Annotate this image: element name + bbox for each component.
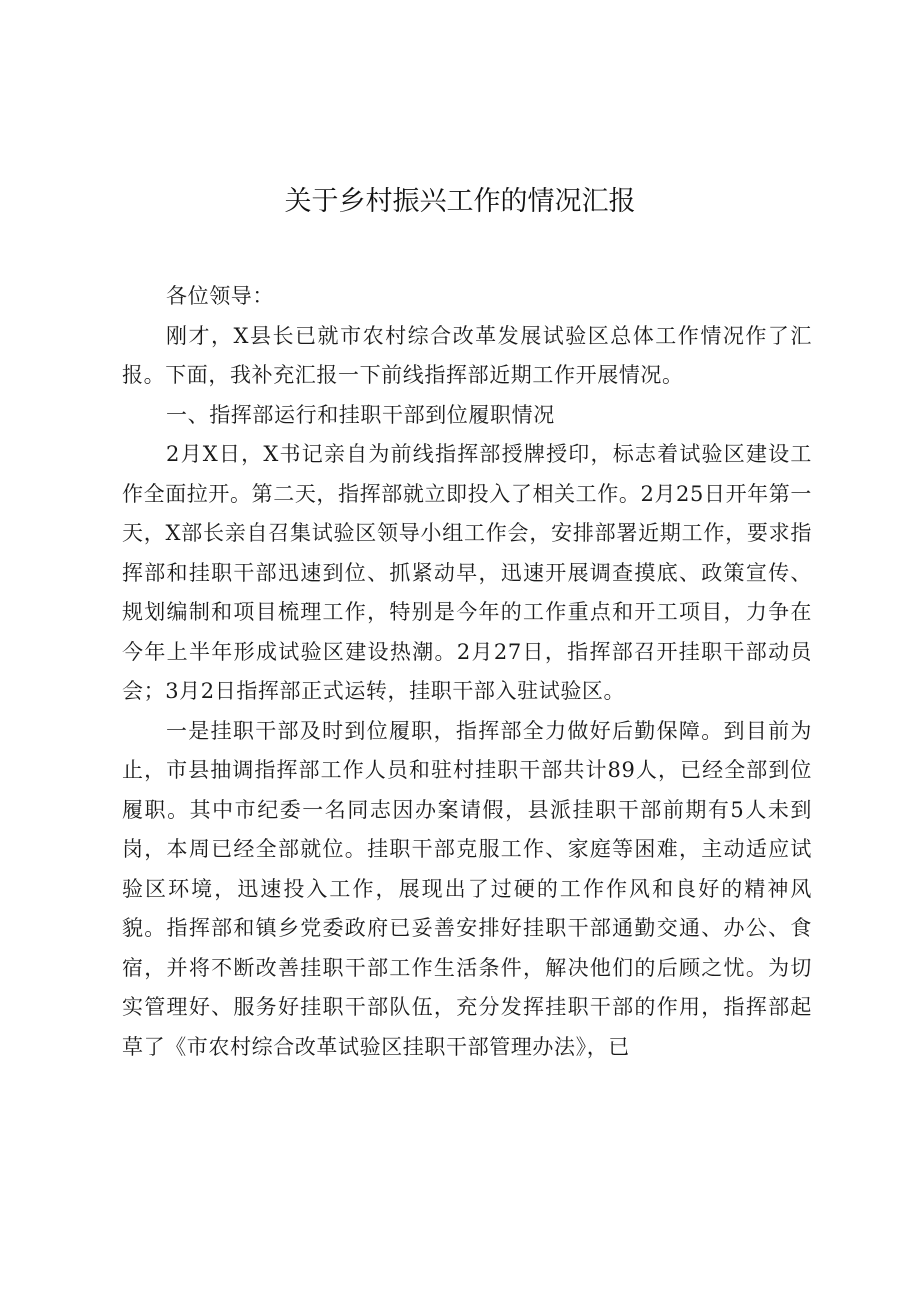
document-body xyxy=(122,277,812,1067)
salutation: 各位领导： xyxy=(166,284,274,308)
paragraph-opening: 刚才，X县长已就市农村综合改革发展试验区总体工作情况作了汇报。下面，我补充汇报一下前线指挥部近期工作开展情况。 xyxy=(122,323,812,387)
section-heading: 一、指挥部运行和挂职干部到位履职情况 xyxy=(166,402,555,427)
paragraph-timeline: 2月X日，X书记亲自为前线指挥部授牌授印，标志着试验区建设工作全面拉开。第二天，指挥部就立即投入了相关工作。2月25日开年第一天，X部长亲自召集试验区领导小组工作会，安排部署近期工作，要求指挥部和挂职干部迅速到位、抓紧动早，迅速开展调查摸底、政策宣传、规划编制和项目梳理工作，特别是今年的工作重点和开工项目，力争在今年上半年形成试验区建设热潮。2月27日，指挥部召开挂职干部动员会；3月2日指挥部正式运转，挂职干部入驻试验区。 xyxy=(122,442,812,703)
document-title: 关于乡村振兴工作的情况汇报 xyxy=(284,186,636,217)
paragraph-staffing: 一是挂职干部及时到位履职，指挥部全力做好后勤保障。到目前为止，市县抽调指挥部工作人员和驻村挂职干部共计89人，已经全部到位履职。其中市纪委一名同志因办案请假，县派挂职干部前期有5人未到岗，本周已经全部就位。挂职干部克服工作、家庭等困难，主动适应试验区环境，迅速投入工作，展现出了过硬的工作作风和良好的精神风貌。指挥部和镇乡党委政府已妥善安排好挂职干部通勤交通、办公、食宿，并将不断改善挂职干部工作生活条件，解决他们的后顾之忧。为切实管理好、服务好挂职干部队伍，充分发挥挂职干部的作用，指挥部起草了《市农村综合改革试验区挂职干部管理办法》，已 xyxy=(122,718,812,1059)
